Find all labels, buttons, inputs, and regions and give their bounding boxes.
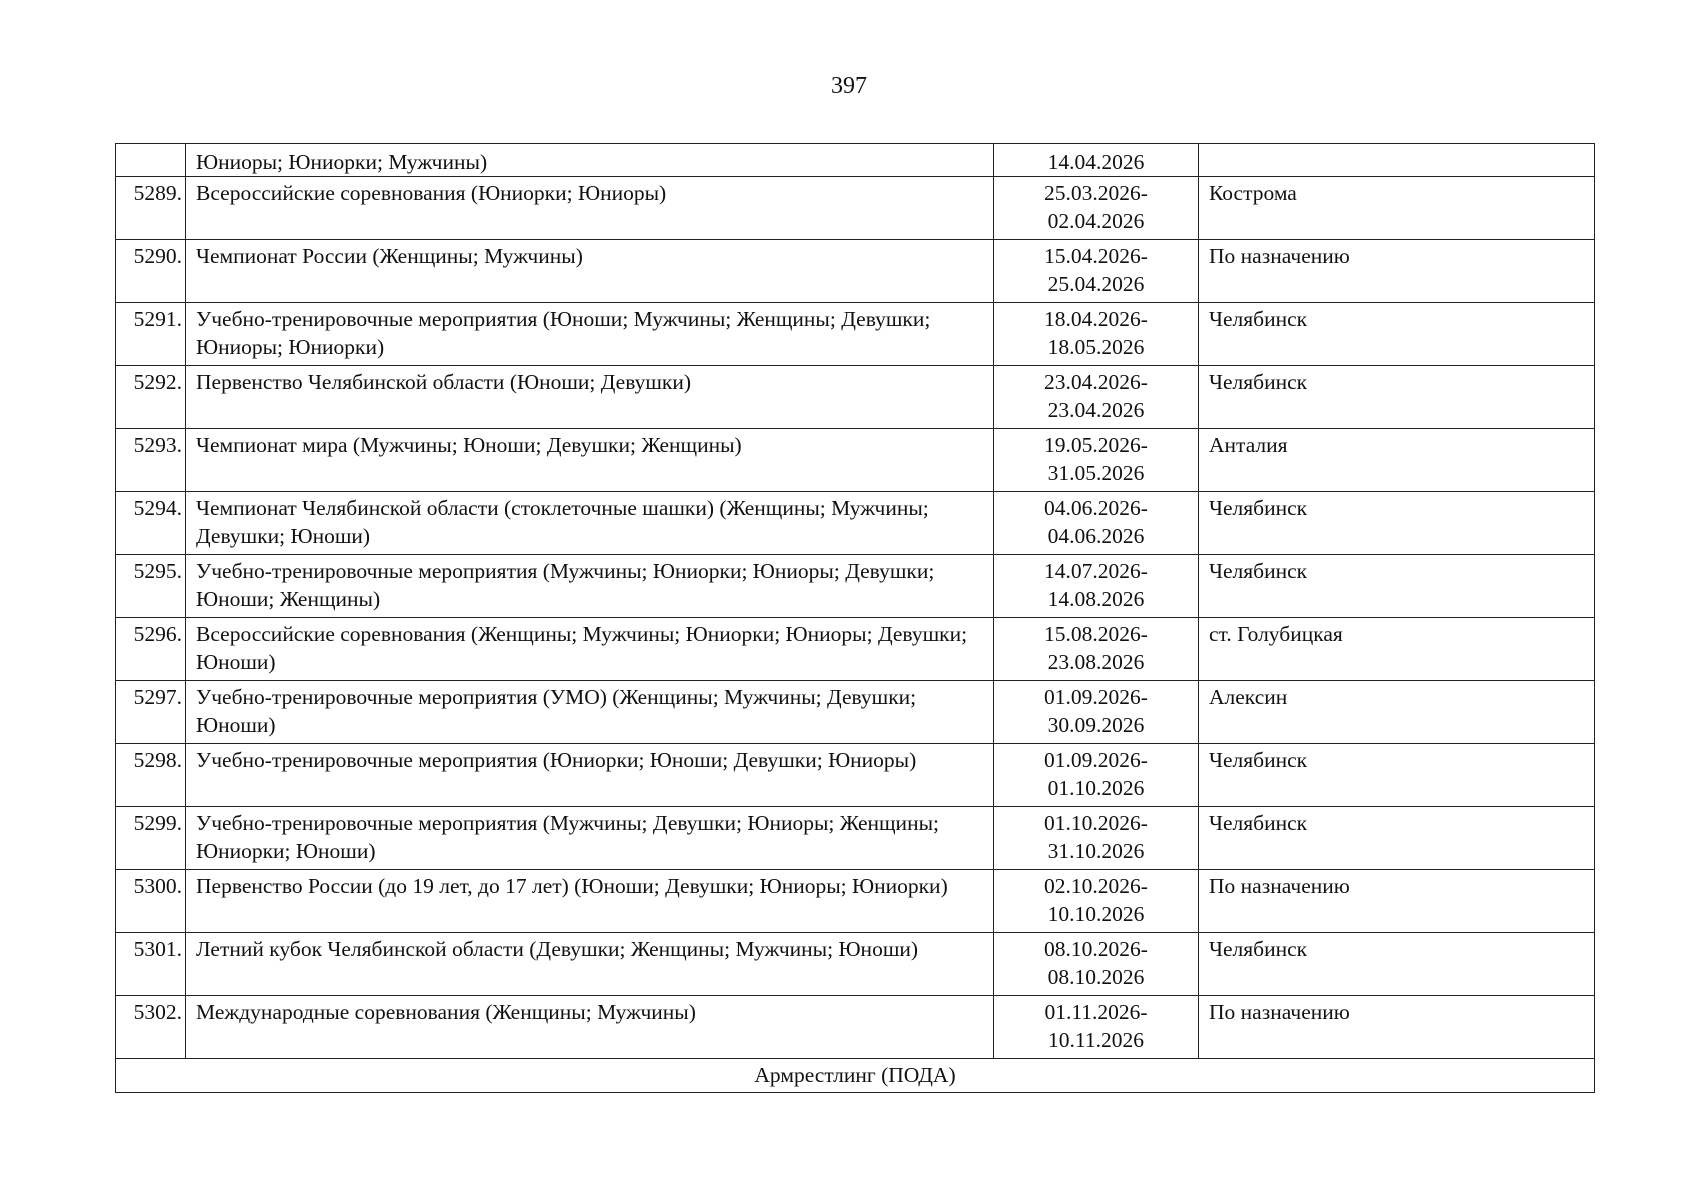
event-dates xyxy=(994,429,1199,492)
table-row xyxy=(116,618,1595,681)
table-row xyxy=(116,744,1595,807)
event-place: Челябинск xyxy=(1199,303,1595,366)
table-row xyxy=(116,681,1595,744)
event-dates xyxy=(994,618,1199,681)
row-number: 5290. xyxy=(116,240,186,303)
event-place: Челябинск xyxy=(1199,807,1595,870)
date-end: 02.04.2026 xyxy=(1047,209,1145,233)
event-name: Всероссийские соревнования (Женщины; Мужчины; Юниорки; Юниоры; Девушки; Юноши) xyxy=(186,618,994,681)
events-table-body xyxy=(116,144,1595,1093)
event-name: Учебно-тренировочные мероприятия (Юноши; Мужчины; Женщины; Девушки; Юниоры; Юниорки) xyxy=(186,303,994,366)
row-number: 5293. xyxy=(116,429,186,492)
table-row xyxy=(116,429,1595,492)
row-number: 5299. xyxy=(116,807,186,870)
date-start: 19.05.2026- xyxy=(1044,433,1148,457)
date-end: 01.10.2026 xyxy=(1047,776,1145,800)
date-start: 02.10.2026- xyxy=(1044,874,1148,898)
table-row xyxy=(116,303,1595,366)
date-end: 30.09.2026 xyxy=(1047,713,1145,737)
date-end: 23.04.2026 xyxy=(1047,398,1145,422)
event-place: По назначению xyxy=(1199,996,1595,1059)
row-number: 5292. xyxy=(116,366,186,429)
event-name: Летний кубок Челябинской области (Девушки; Женщины; Мужчины; Юноши) xyxy=(186,933,994,996)
event-name: Первенство России (до 19 лет, до 17 лет) (Юноши; Девушки; Юниоры; Юниорки) xyxy=(186,870,994,933)
event-name: Всероссийские соревнования (Юниорки; Юниоры) xyxy=(186,177,994,240)
event-dates xyxy=(994,555,1199,618)
date-start: 18.04.2026- xyxy=(1044,307,1148,331)
section-heading: Армрестлинг (ПОДА) xyxy=(116,1059,1595,1093)
event-place: Челябинск xyxy=(1199,366,1595,429)
table-row xyxy=(116,555,1595,618)
date-start: 14.04.2026 xyxy=(1047,150,1145,174)
date-end: 31.05.2026 xyxy=(1047,461,1145,485)
date-start: 01.10.2026- xyxy=(1044,811,1148,835)
row-number: 5302. xyxy=(116,996,186,1059)
event-place: Анталия xyxy=(1199,429,1595,492)
row-number: 5289. xyxy=(116,177,186,240)
event-place: Алексин xyxy=(1199,681,1595,744)
date-end: 23.08.2026 xyxy=(1047,650,1145,674)
section-row xyxy=(116,1059,1595,1093)
date-start: 14.07.2026- xyxy=(1044,559,1148,583)
event-place: По назначению xyxy=(1199,240,1595,303)
date-end: 04.06.2026 xyxy=(1047,524,1145,548)
row-number: 5298. xyxy=(116,744,186,807)
event-name: Первенство Челябинской области (Юноши; Девушки) xyxy=(186,366,994,429)
date-start: 08.10.2026- xyxy=(1044,937,1148,961)
events-table xyxy=(115,143,1595,1093)
event-dates xyxy=(994,681,1199,744)
date-end: 25.04.2026 xyxy=(1047,272,1145,296)
event-name: Чемпионат России (Женщины; Мужчины) xyxy=(186,240,994,303)
event-name: Юниоры; Юниорки; Мужчины) xyxy=(186,144,994,177)
event-place xyxy=(1199,144,1595,177)
event-dates xyxy=(994,492,1199,555)
date-start: 04.06.2026- xyxy=(1044,496,1148,520)
date-start: 15.08.2026- xyxy=(1044,622,1148,646)
date-start: 23.04.2026- xyxy=(1044,370,1148,394)
event-name: Учебно-тренировочные мероприятия (Мужчины; Юниорки; Юниоры; Девушки; Юноши; Женщины) xyxy=(186,555,994,618)
table-row xyxy=(116,177,1595,240)
date-end: 10.11.2026 xyxy=(1048,1028,1144,1052)
event-place: Челябинск xyxy=(1199,933,1595,996)
event-dates xyxy=(994,177,1199,240)
date-start: 15.04.2026- xyxy=(1044,244,1148,268)
table-row xyxy=(116,933,1595,996)
event-dates xyxy=(994,807,1199,870)
date-start: 01.09.2026- xyxy=(1044,748,1148,772)
table-row xyxy=(116,240,1595,303)
page-number: 397 xyxy=(831,73,867,99)
event-name: Международные соревнования (Женщины; Мужчины) xyxy=(186,996,994,1059)
row-number: 5297. xyxy=(116,681,186,744)
row-number: 5295. xyxy=(116,555,186,618)
table-row-continued xyxy=(116,144,1595,177)
event-place: Кострома xyxy=(1199,177,1595,240)
event-name: Учебно-тренировочные мероприятия (УМО) (Женщины; Мужчины; Девушки; Юноши) xyxy=(186,681,994,744)
row-number: 5294. xyxy=(116,492,186,555)
event-dates xyxy=(994,303,1199,366)
event-place: Челябинск xyxy=(1199,555,1595,618)
event-place: Челябинск xyxy=(1199,492,1595,555)
date-start: 01.09.2026- xyxy=(1044,685,1148,709)
row-number xyxy=(116,144,186,177)
date-end: 18.05.2026 xyxy=(1047,335,1145,359)
table-row xyxy=(116,492,1595,555)
date-start: 25.03.2026- xyxy=(1044,181,1148,205)
event-name: Чемпионат Челябинской области (стоклеточные шашки) (Женщины; Мужчины; Девушки; Юноши) xyxy=(186,492,994,555)
event-dates xyxy=(994,144,1199,177)
event-dates xyxy=(994,933,1199,996)
event-name: Учебно-тренировочные мероприятия (Юниорки; Юноши; Девушки; Юниоры) xyxy=(186,744,994,807)
table-row xyxy=(116,807,1595,870)
table-row xyxy=(116,870,1595,933)
event-name: Учебно-тренировочные мероприятия (Мужчины; Девушки; Юниоры; Женщины; Юниорки; Юноши) xyxy=(186,807,994,870)
event-place: По назначению xyxy=(1199,870,1595,933)
event-dates xyxy=(994,870,1199,933)
date-end: 31.10.2026 xyxy=(1047,839,1145,863)
row-number: 5291. xyxy=(116,303,186,366)
table-row xyxy=(116,996,1595,1059)
row-number: 5300. xyxy=(116,870,186,933)
row-number: 5301. xyxy=(116,933,186,996)
event-name: Чемпионат мира (Мужчины; Юноши; Девушки; Женщины) xyxy=(186,429,994,492)
date-end: 08.10.2026 xyxy=(1047,965,1145,989)
event-dates xyxy=(994,366,1199,429)
event-place: ст. Голубицкая xyxy=(1199,618,1595,681)
date-start: 01.11.2026- xyxy=(1044,1000,1148,1024)
date-end: 10.10.2026 xyxy=(1047,902,1145,926)
event-dates xyxy=(994,240,1199,303)
row-number: 5296. xyxy=(116,618,186,681)
event-dates xyxy=(994,744,1199,807)
event-dates xyxy=(994,996,1199,1059)
table-row xyxy=(116,366,1595,429)
event-place: Челябинск xyxy=(1199,744,1595,807)
date-end: 14.08.2026 xyxy=(1047,587,1145,611)
